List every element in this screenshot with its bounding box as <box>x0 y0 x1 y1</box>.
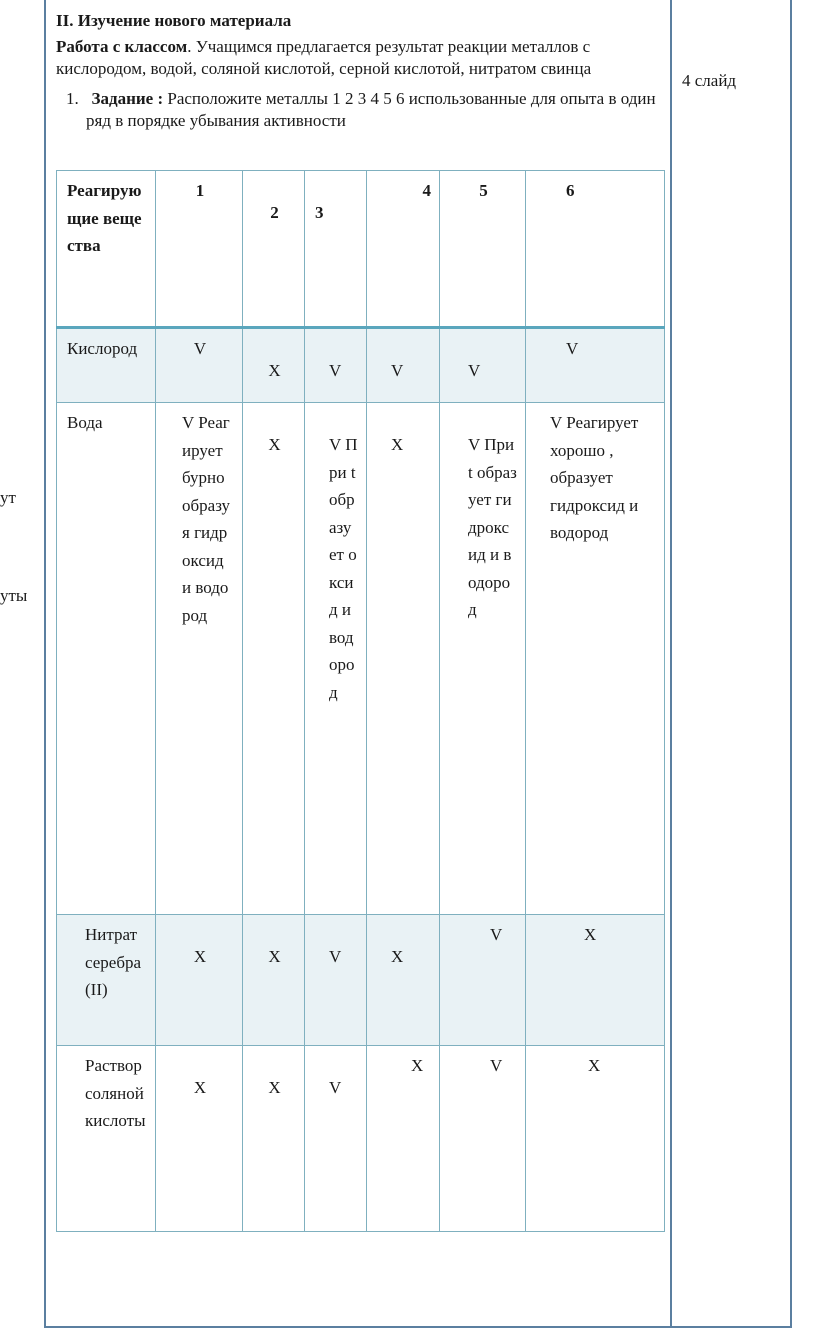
row-label: Раствор соляной кислоты <box>57 1046 156 1232</box>
table-cell: V Реагирует хорошо , образует гидроксид и водород <box>526 403 665 915</box>
task-text: Расположите металлы 1 2 3 4 5 6 использованные для опыта в один ряд в порядке убывания активности <box>86 89 656 130</box>
header-cell: 3 <box>305 171 367 328</box>
slide-note: 4 слайд <box>682 71 737 90</box>
table-cell: X <box>156 915 243 1046</box>
header-cell: 1 <box>156 171 243 328</box>
intro-text: . Учащимся предлагается результат реакции металлов с кислородом, водой, соляной кислотой, серной кислотой, нитратом свинца <box>56 37 592 78</box>
table-cell: X <box>526 1046 665 1232</box>
table-cell: V <box>440 328 526 403</box>
table-row <box>57 328 665 403</box>
row-label: Кислород <box>57 328 156 403</box>
table-cell: X <box>367 915 440 1046</box>
left-column-fragment: ут <box>0 488 16 507</box>
table-cell: V Реагирует бурно образуя гидроксид и водород <box>156 403 243 915</box>
table-cell: V <box>367 328 440 403</box>
table-cell: V При t образует гидроксид и водород <box>440 403 526 915</box>
task-number: 1. <box>66 89 79 108</box>
table-cell: X <box>243 915 305 1046</box>
table-cell: X <box>243 328 305 403</box>
header-cell: Реагирующие вещества <box>57 171 156 328</box>
table-cell: V <box>156 328 243 403</box>
table-cell: X <box>243 1046 305 1232</box>
table-cell: V При t образует оксид и водород <box>305 403 367 915</box>
table-cell: X <box>526 915 665 1046</box>
table-header-row <box>57 171 665 328</box>
header-cell: 2 <box>243 171 305 328</box>
column-divider <box>670 0 672 1328</box>
table-cell: X <box>243 403 305 915</box>
section-title: II. Изучение нового материала <box>56 11 292 30</box>
table-cell: X <box>367 403 440 915</box>
table-cell: V <box>305 1046 367 1232</box>
left-column-fragment: уты <box>0 586 28 605</box>
table-row <box>57 403 665 915</box>
table-row <box>57 915 665 1046</box>
table-cell: V <box>440 1046 526 1232</box>
row-label: Вода <box>57 403 156 915</box>
table-cell: V <box>305 915 367 1046</box>
table-cell: V <box>440 915 526 1046</box>
header-cell: 4 <box>367 171 440 328</box>
table-cell: X <box>367 1046 440 1232</box>
task-bold: Задание : <box>91 89 164 108</box>
task-item <box>56 88 666 132</box>
row-label: Нитрат серебра (II) <box>57 915 156 1046</box>
table-row <box>57 1046 665 1232</box>
intro-paragraph <box>56 36 666 80</box>
reactions-table <box>56 170 665 1232</box>
header-cell: 6 <box>526 171 665 328</box>
table-cell: V <box>305 328 367 403</box>
table-cell: X <box>156 1046 243 1232</box>
main-content <box>56 10 666 132</box>
intro-bold: Работа с классом <box>56 37 188 56</box>
header-cell: 5 <box>440 171 526 328</box>
table-cell: V <box>526 328 665 403</box>
